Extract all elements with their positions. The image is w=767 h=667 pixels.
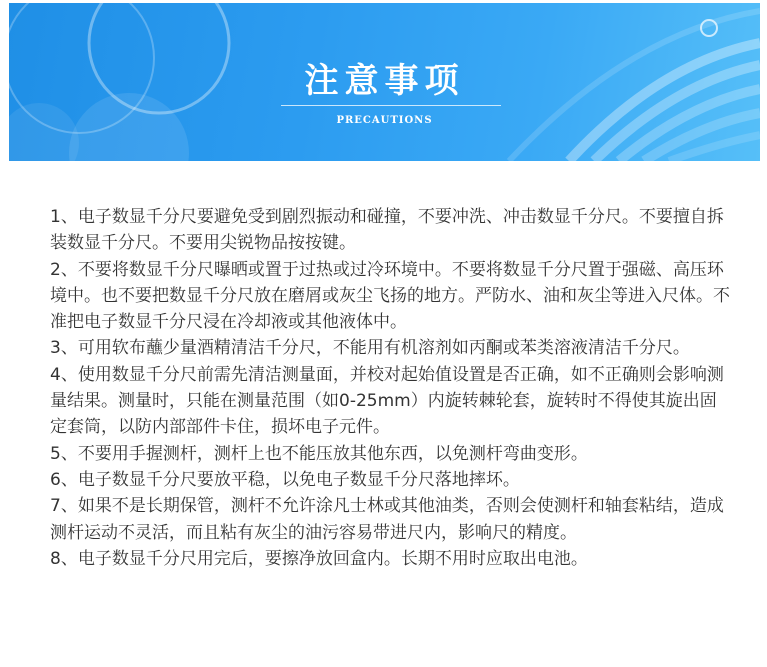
precautions-banner xyxy=(9,3,760,161)
precautions-list xyxy=(50,204,730,572)
precaution-item: 2、不要将数显千分尺曝晒或置于过热或过冷环境中。不要将数显千分尺置于强磁、高压环境中。也不要把数显千分尺放在磨屑或灰尘飞扬的地方。严防水、油和灰尘等进入尺体。不准把电子数显千分尺浸在冷却液或其他液体中。 xyxy=(50,259,730,333)
page-subtitle: PRECAUTIONS xyxy=(336,115,433,126)
page-title: 注意事项 xyxy=(304,61,465,101)
precaution-item: 3、可用软布蘸少量酒精清洁千分尺，不能用有机溶剂如丙酮或苯类溶液清洁千分尺。 xyxy=(50,338,690,359)
precaution-item: 4、使用数显千分尺前需先清洁测量面，并校对起始值设置是否正确，如不正确则会影响测量结果。测量时，只能在测量范围（如0-25mm）内旋转棘轮套，旋转时不得使其旋出固定套筒，以防内部部件卡住，损坏电子元件。 xyxy=(50,364,724,438)
precaution-item: 1、电子数显千分尺要避免受到剧烈振动和碰撞，不要冲洗、冲击数显千分尺。不要擅自拆装数显千分尺。不要用尖锐物品按按键。 xyxy=(50,207,724,254)
precaution-item: 5、不要用手握测杆，测杆上也不能压放其他东西，以免测杆弯曲变形。 xyxy=(50,443,588,464)
precaution-item: 8、电子数显千分尺用完后，要擦净放回盒内。长期不用时应取出电池。 xyxy=(50,548,588,569)
title-divider xyxy=(281,105,501,106)
precaution-item: 6、电子数显千分尺要放平稳，以免电子数显千分尺落地摔坏。 xyxy=(50,469,520,490)
precaution-item: 7、如果不是长期保管，测杆不允许涂凡士林或其他油类，否则会使测杆和轴套粘结，造成测杆运动不灵活，而且粘有灰尘的油污容易带进尺内，影响尺的精度。 xyxy=(50,496,724,543)
